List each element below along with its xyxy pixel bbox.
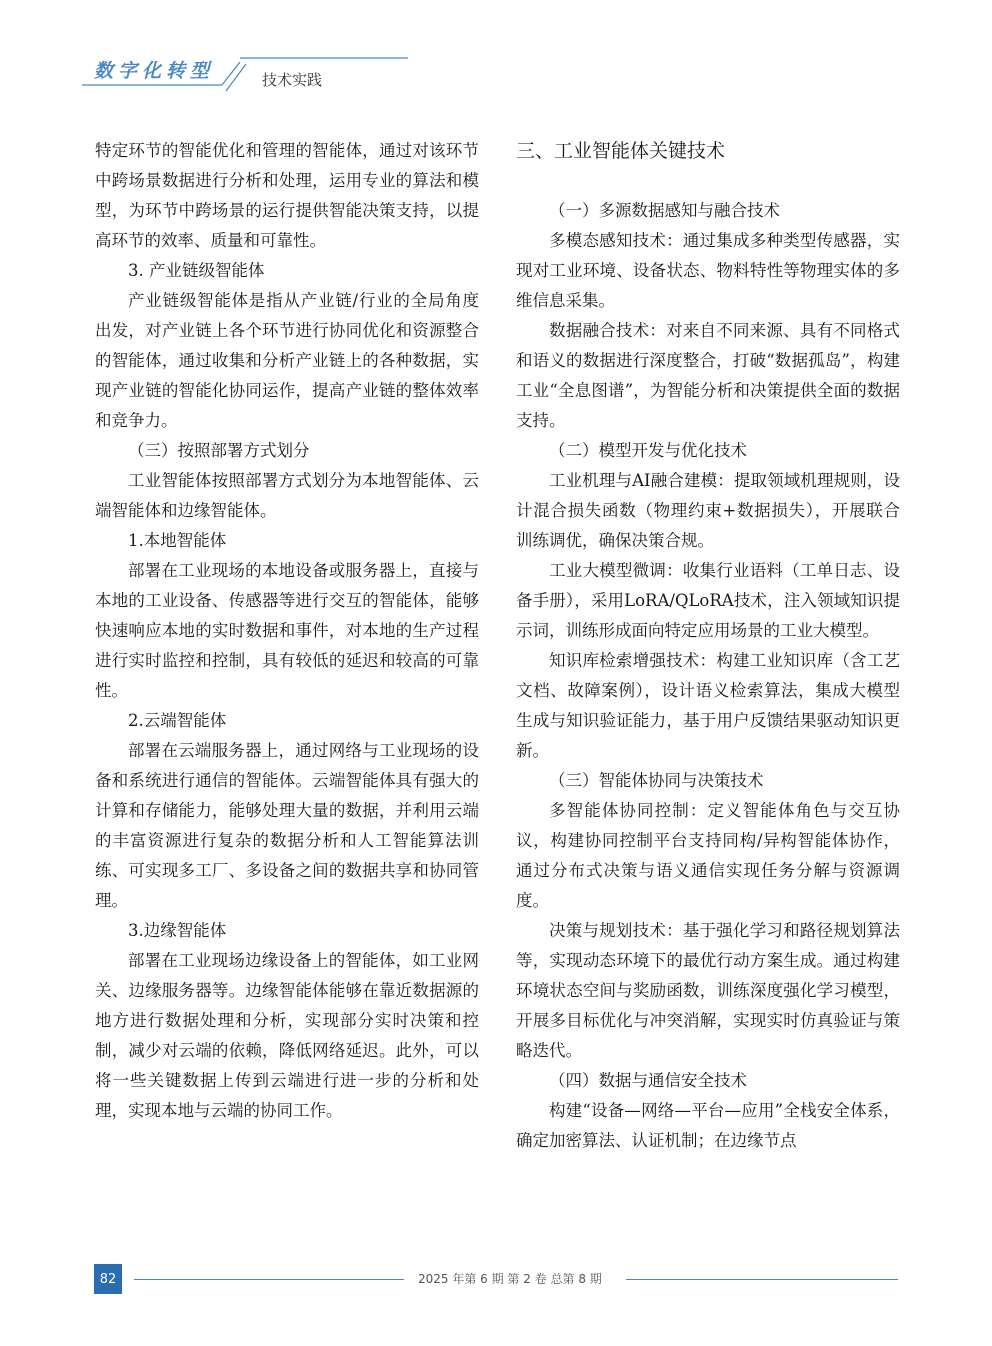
header-decoration bbox=[0, 0, 992, 100]
issue-info: 2025 年第 6 期 第 2 卷 总第 8 期 bbox=[418, 1272, 602, 1286]
paragraph: 决策与规划技术：基于强化学习和路径规划算法等，实现动态环境下的最优行动方案生成。通过构建环境状态空间与奖励函数，训练深度强化学习模型，开展多目标优化与冲突消解，实现实时仿真验证与策略迭代。 bbox=[516, 921, 900, 1060]
paragraph: 多模态感知技术：通过集成多种类型传感器，实现对工业环境、设备状态、物料特性等物理实体的多维信息采集。 bbox=[516, 231, 900, 310]
section-heading: （一）多源数据感知与融合技术 bbox=[549, 201, 780, 220]
paragraph: 产业链级智能体是指从产业链/行业的全局角度出发，对产业链上各个环节进行协同优化和资源整合的智能体，通过收集和分析产业链上的各种数据，实现产业链的智能化协同运作，提高产业链的整体效率和竞争力。 bbox=[95, 291, 479, 430]
section-heading: （三）智能体协同与决策技术 bbox=[549, 771, 764, 790]
paragraph: 部署在工业现场边缘设备上的智能体，如工业网关、边缘服务器等。边缘智能体能够在靠近数据源的地方进行数据处理和分析，实现部分实时决策和控制，减少对云端的依赖，降低网络延迟。此外，可以将一些关键数据上传到云端进行进一步的分析和处理，实现本地与云端的协同工作。 bbox=[95, 951, 479, 1120]
section-heading: （二）模型开发与优化技术 bbox=[549, 441, 747, 460]
page-number: 82 bbox=[94, 1264, 122, 1294]
section-heading: （四）数据与通信安全技术 bbox=[549, 1071, 747, 1090]
section-heading: 三、工业智能体关键技术 bbox=[516, 140, 726, 162]
paragraph: 部署在工业现场的本地设备或服务器上，直接与本地的工业设备、传感器等进行交互的智能体，能够快速响应本地的实时数据和事件，对本地的生产过程进行实时监控和控制，具有较低的延迟和较高的可靠性。 bbox=[95, 561, 479, 700]
paragraph: 工业机理与AI融合建模：提取领域机理规则，设计混合损失函数（物理约束+数据损失），开展联合训练调优，确保决策合规。 bbox=[516, 471, 900, 550]
section-heading: 3. 产业链级智能体 bbox=[128, 261, 265, 280]
paragraph: 数据融合技术：对来自不同来源、具有不同格式和语义的数据进行深度整合，打破“数据孤岛”，构建工业“全息图谱”，为智能分析和决策提供全面的数据支持。 bbox=[516, 321, 900, 430]
right-column bbox=[516, 136, 900, 1156]
paragraph: 部署在云端服务器上，通过网络与工业现场的设备和系统进行通信的智能体。云端智能体具有强大的计算和存储能力，能够处理大量的数据，并利用云端的丰富资源进行复杂的数据分析和人工智能算法训练、可实现多工厂、多设备之间的数据共享和协同管理。 bbox=[95, 741, 479, 910]
paragraph: 多智能体协同控制：定义智能体角色与交互协议，构建协同控制平台支持同构/异构智能体协作，通过分布式决策与语义通信实现任务分解与资源调度。 bbox=[516, 801, 900, 910]
footer-rule-right bbox=[626, 1279, 898, 1280]
section-label: 技术实践 bbox=[262, 71, 323, 89]
paragraph: 构建“设备—网络—平台—应用”全栈安全体系，确定加密算法、认证机制；在边缘节点 bbox=[516, 1101, 900, 1150]
paragraph: 工业大模型微调：收集行业语料（工单日志、设备手册），采用LoRA/QLoRA技术，注入领域知识提示词，训练形成面向特定应用场景的工业大模型。 bbox=[516, 561, 900, 640]
journal-logo: 数字化转型 bbox=[94, 60, 215, 82]
paragraph: 知识库检索增强技术：构建工业知识库（含工艺文档、故障案例），设计语义检索算法，集成大模型生成与知识验证能力，基于用户反馈结果驱动知识更新。 bbox=[516, 651, 900, 760]
section-heading: 3.边缘智能体 bbox=[128, 921, 227, 940]
section-heading: 1.本地智能体 bbox=[128, 531, 227, 550]
paragraph: 工业智能体按照部署方式划分为本地智能体、云端智能体和边缘智能体。 bbox=[95, 471, 479, 520]
left-column bbox=[95, 136, 479, 1126]
section-heading: 2.云端智能体 bbox=[128, 711, 227, 730]
footer-rule-left bbox=[134, 1279, 404, 1280]
paragraph: 特定环节的智能优化和管理的智能体，通过对该环节中跨场景数据进行分析和处理，运用专业的算法和模型，为环节中跨场景的运行提供智能决策支持，以提高环节的效率、质量和可靠性。 bbox=[95, 141, 479, 250]
section-heading: （三）按照部署方式划分 bbox=[128, 441, 310, 460]
